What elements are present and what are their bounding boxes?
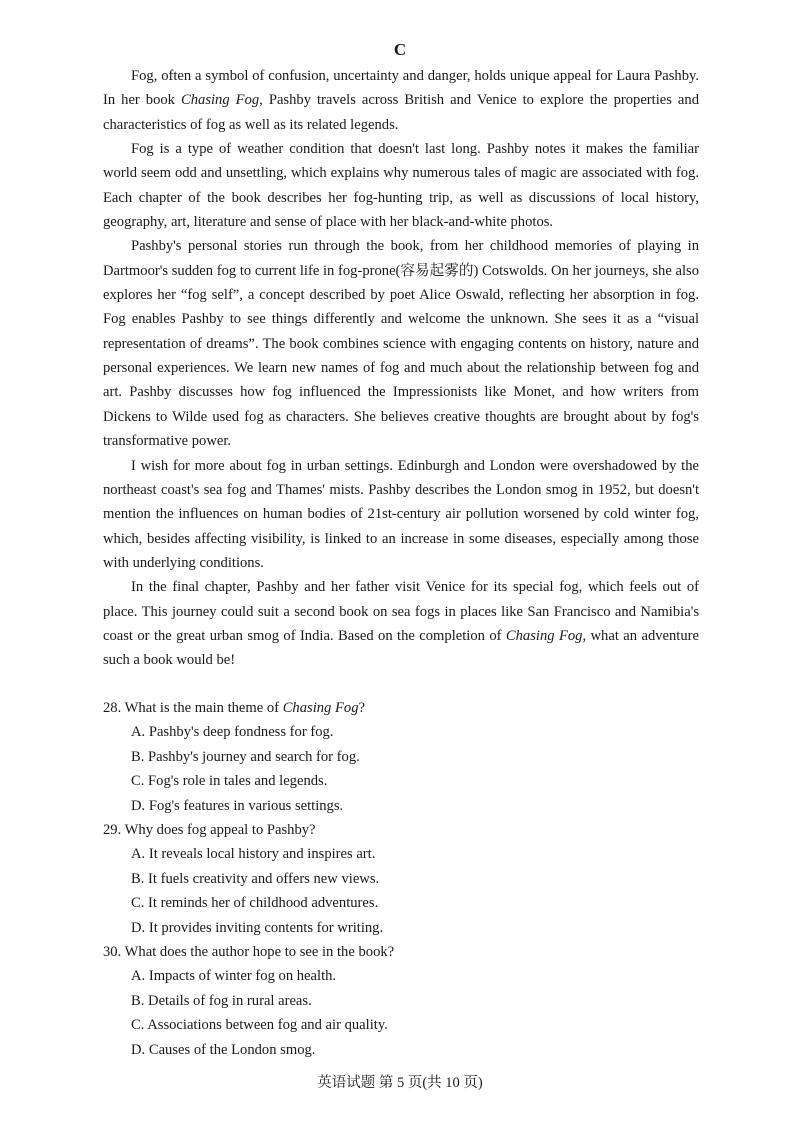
question-list (103, 696, 699, 1062)
option-c: C. It reminds her of childhood adventures. (131, 895, 379, 912)
question-30 (103, 940, 699, 1062)
option-c: C. Associations between fog and air quality. (131, 1017, 388, 1034)
answer-options (103, 720, 699, 818)
passage-paragraph: I wish for more about fog in urban settings. Edinburgh and London were overshadowed by the northeast coast's sea fog and Thames' mists. Pashby describes the London smog in 1952, but doesn't mention the influences on human bodies of 21st-century air pollution worsened by cold winter fog, which, besides affecting visibility, is linked to an increase in some diseases, especially among those with underlying conditions. (103, 457, 699, 571)
option-a: A. Pashby's deep fondness for fog. (131, 724, 334, 741)
answer-options (103, 964, 699, 1062)
question-stem: 30. What does the author hope to see in the book? (103, 944, 395, 961)
passage-paragraph: Pashby's personal stories run through the book, from her childhood memories of playing in Dartmoor's sudden fog to current life in fog-prone(容易起雾的) Cotswolds. On her journeys, she also explores her “fog self”, a concept described by poet Alice Oswald, reflecting her absorption in fog. Fog enables Pashby to see things differently and welcome the unknown. She sees it as a “visual representation of dreams”. The book combines science with engaging contents on history, nature and personal experiences. We learn new names of fog and much about the relationship between fog and art. Pashby discusses how fog influenced the Impressionists like Monet, and how writers from Dickens to Wilde used fog as characters. She believes creative thoughts are brought about by fog's transformative power. (103, 238, 699, 450)
option-d: D. Fog's features in various settings. (131, 797, 344, 814)
option-a: A. It reveals local history and inspires art. (131, 846, 376, 863)
option-b: B. Pashby's journey and search for fog. (131, 748, 360, 765)
option-a: A. Impacts of winter fog on health. (131, 968, 337, 985)
option-b: B. It fuels creativity and offers new views. (131, 870, 380, 887)
option-b: B. Details of fog in rural areas. (131, 992, 312, 1009)
passage-paragraph: In the final chapter, Pashby and her father visit Venice for its special fog, which feels out of place. This journey could suit a second book on sea fogs in places like San Francisco and Namibia's coast or the great urban smog of India. Based on the completion of Chasing Fog, what an adventure such a book would be! (103, 579, 699, 669)
option-d: D. It provides inviting contents for writing. (131, 919, 384, 936)
page-footer: 英语试题 第 5 页(共 10 页) (317, 1075, 483, 1091)
option-d: D. Causes of the London smog. (131, 1041, 316, 1058)
question-29 (103, 818, 699, 940)
answer-options (103, 842, 699, 940)
question-stem: 29. Why does fog appeal to Pashby? (103, 822, 316, 839)
passage-paragraph: Fog is a type of weather condition that doesn't last long. Pashby notes it makes the familiar world seem odd and unsettling, which explains why numerous tales of magic are associated with fog. Each chapter of the book describes her fog-hunting trip, as well as discussions of local history, geography, art, literature and sense of place with her black-and-white photos. (103, 141, 699, 231)
option-c: C. Fog's role in tales and legends. (131, 773, 328, 790)
question-stem: 28. What is the main theme of Chasing Fog? (103, 700, 365, 716)
passage-paragraph: Fog, often a symbol of confusion, uncertainty and danger, holds unique appeal for Laura Pashby. In her book Chasing Fog, Pashby travels across British and Venice to explore the properties and characteristics of fog as well as its related legends. (103, 68, 699, 133)
reading-passage (103, 64, 699, 673)
section-heading: C (393, 40, 407, 59)
question-28 (103, 696, 699, 818)
